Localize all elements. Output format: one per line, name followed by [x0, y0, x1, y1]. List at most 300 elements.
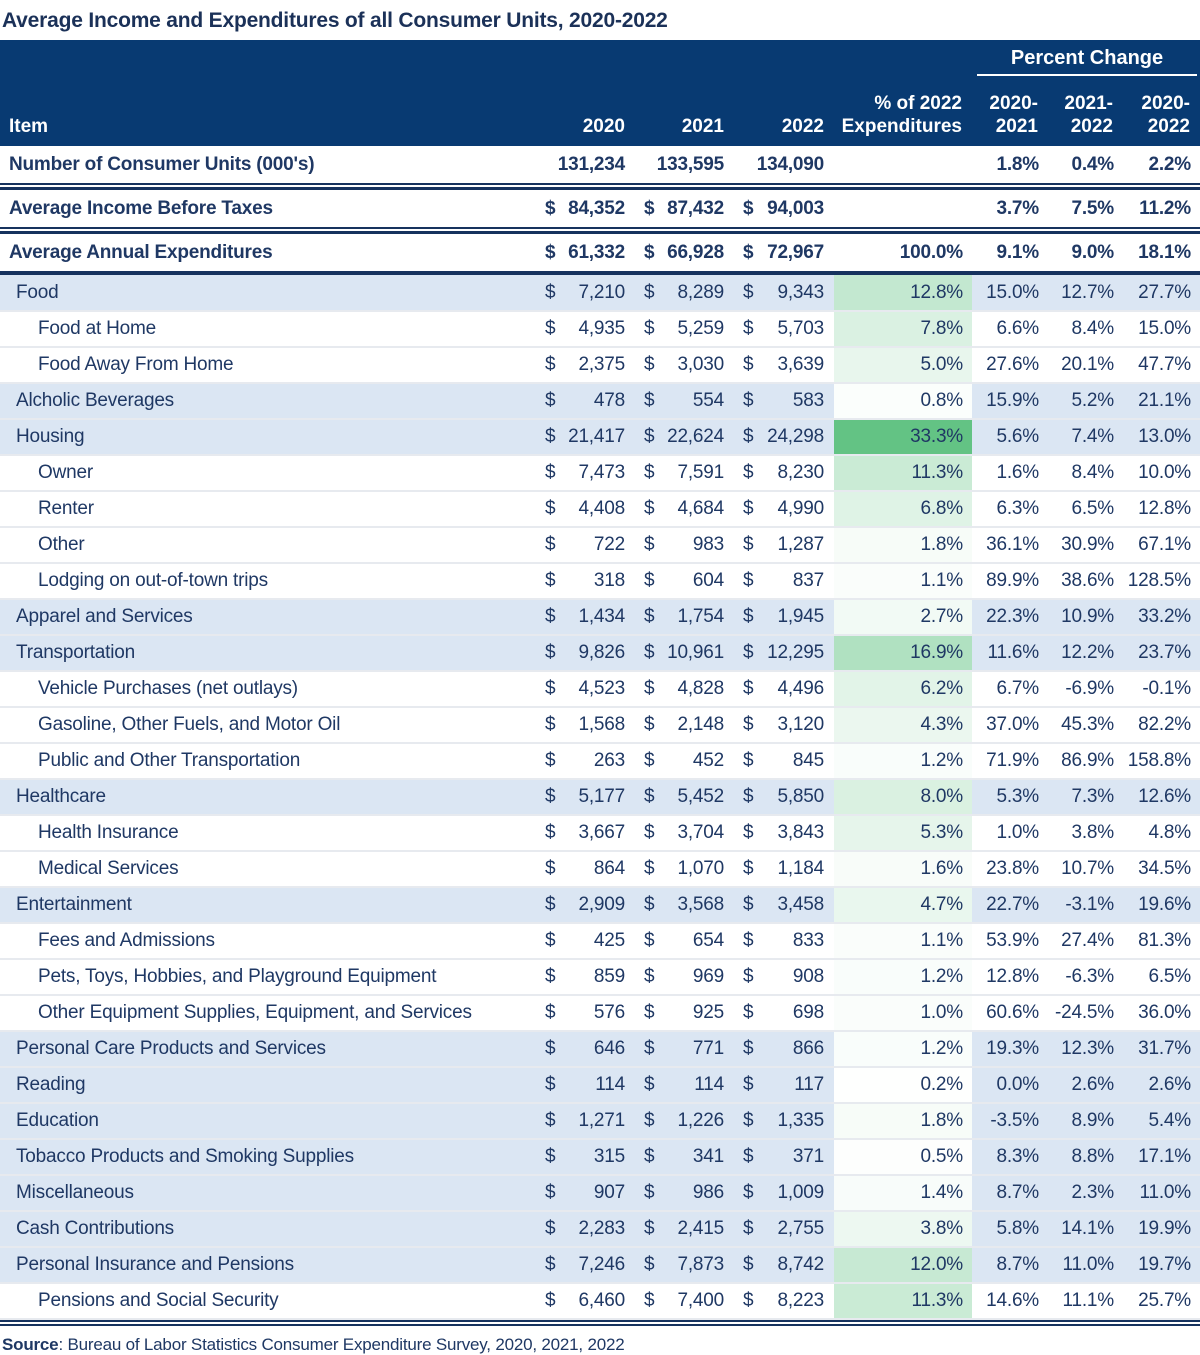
money-value: [734, 318, 834, 340]
amount: 859: [593, 966, 625, 987]
value-2020-cell: [536, 779, 635, 815]
amount: 8,230: [777, 462, 824, 483]
table-row: [0, 146, 1200, 183]
amount: 21,417: [568, 426, 625, 447]
column-header-change-2020-2021: 2020- 2021: [972, 76, 1048, 146]
item-cell: Food at Home: [0, 311, 536, 347]
change-2020-2021-cell: 22.7%: [972, 887, 1048, 923]
amount: 5,177: [578, 786, 625, 807]
column-header-pct-2022: % of 2022 Expenditures: [834, 76, 972, 146]
dollar-sign: $: [545, 1182, 556, 1203]
value-2021-cell: [635, 1175, 734, 1211]
amount: 604: [692, 570, 724, 591]
separator-line: [0, 183, 1200, 190]
money-value: [734, 606, 834, 628]
value-2020-cell: [536, 815, 635, 851]
column-header-2022: 2022: [734, 76, 834, 146]
money-value: [635, 930, 734, 952]
value-2022-cell: [734, 815, 834, 851]
money-value: [635, 1218, 734, 1240]
change-2020-2021-cell: 15.9%: [972, 383, 1048, 419]
money-value: [536, 822, 635, 844]
dollar-sign: $: [644, 1110, 655, 1131]
change-2020-2022-cell: 82.2%: [1123, 707, 1200, 743]
item-cell: Personal Care Products and Services: [0, 1031, 536, 1067]
money-value: [536, 1218, 635, 1240]
change-2020-2022-cell: 2.2%: [1123, 146, 1200, 183]
pct-of-2022-cell: 6.8%: [834, 491, 972, 527]
item-cell: Apparel and Services: [0, 599, 536, 635]
dollar-sign: $: [743, 1002, 754, 1023]
value-2021-cell: [635, 455, 734, 491]
dollar-sign: $: [545, 930, 556, 951]
table-row: [0, 887, 1200, 923]
change-2020-2021-cell: 6.7%: [972, 671, 1048, 707]
dollar-sign: $: [545, 642, 556, 663]
table-row: [0, 707, 1200, 743]
table-row: [0, 491, 1200, 527]
money-value: [536, 1074, 635, 1096]
dollar-sign: $: [644, 786, 655, 807]
pct-of-2022-cell: 1.1%: [834, 923, 972, 959]
value-2022-cell: [734, 311, 834, 347]
dollar-sign: $: [545, 281, 556, 303]
change-2020-2021-cell: 53.9%: [972, 923, 1048, 959]
table-row: [0, 527, 1200, 563]
amount: 4,408: [578, 498, 625, 519]
money-value: [635, 1002, 734, 1024]
dollar-sign: $: [743, 1146, 754, 1167]
money-value: [734, 822, 834, 844]
dollar-sign: $: [743, 241, 754, 263]
pct-of-2022-cell: 2.7%: [834, 599, 972, 635]
value-2022-cell: [734, 635, 834, 671]
dollar-sign: $: [644, 426, 655, 447]
amount: 117: [794, 1074, 824, 1095]
value-2020-cell: [536, 743, 635, 779]
money-value: [734, 1110, 834, 1132]
change-2020-2022-cell: -0.1%: [1123, 671, 1200, 707]
change-2021-2022-cell: -3.1%: [1048, 887, 1123, 923]
change-2020-2021-cell: 6.3%: [972, 491, 1048, 527]
value-2022-cell: [734, 190, 834, 227]
value-2021-cell: [635, 743, 734, 779]
value-2020-cell: [536, 455, 635, 491]
header-spacer: [0, 40, 972, 76]
table-row: [0, 923, 1200, 959]
value-2021-cell: [635, 1247, 734, 1283]
change-2020-2022-cell: 11.0%: [1123, 1175, 1200, 1211]
pct-of-2022-cell: 1.0%: [834, 995, 972, 1031]
amount: 837: [792, 570, 824, 591]
dollar-sign: $: [545, 1218, 556, 1239]
value-2022-cell: [734, 779, 834, 815]
change-2020-2021-cell: 37.0%: [972, 707, 1048, 743]
dollar-sign: $: [743, 1038, 754, 1059]
dollar-sign: $: [743, 1290, 754, 1311]
dollar-sign: $: [743, 390, 754, 411]
money-value: [635, 570, 734, 592]
amount: 866: [792, 1038, 824, 1059]
value-2020-cell: [536, 1139, 635, 1175]
change-2021-2022-cell: -6.3%: [1048, 959, 1123, 995]
value-2020-cell: [536, 491, 635, 527]
money-value: [536, 1110, 635, 1132]
table-row: [0, 419, 1200, 455]
dollar-sign: $: [545, 462, 556, 483]
value-2022-cell: [734, 234, 834, 271]
table-row: [0, 1031, 1200, 1067]
value-2021-cell: [635, 234, 734, 271]
dollar-sign: $: [743, 930, 754, 951]
pct-of-2022-cell: 1.2%: [834, 959, 972, 995]
item-cell: Public and Other Transportation: [0, 743, 536, 779]
dollar-sign: $: [545, 1038, 556, 1059]
pct-of-2022-cell: 5.3%: [834, 815, 972, 851]
change-2021-2022-cell: 30.9%: [1048, 527, 1123, 563]
dollar-sign: $: [545, 534, 556, 555]
value-2020-cell: [536, 234, 635, 271]
dollar-sign: $: [743, 534, 754, 555]
dollar-sign: $: [545, 1290, 556, 1311]
dollar-sign: $: [644, 606, 655, 627]
value-2022-cell: [734, 1031, 834, 1067]
value-2020-cell: [536, 383, 635, 419]
change-2020-2022-cell: 27.7%: [1123, 275, 1200, 311]
change-2021-2022-cell: 7.4%: [1048, 419, 1123, 455]
dollar-sign: $: [743, 858, 754, 879]
amount: 1,287: [777, 534, 824, 555]
change-2021-2022-cell: 12.2%: [1048, 635, 1123, 671]
money-value: [536, 426, 635, 448]
item-cell: Vehicle Purchases (net outlays): [0, 671, 536, 707]
change-2020-2022-cell: 67.1%: [1123, 527, 1200, 563]
table-row: [0, 1247, 1200, 1283]
change-2021-2022-cell: 7.5%: [1048, 190, 1123, 227]
change-2021-2022-cell: 7.3%: [1048, 779, 1123, 815]
change-2020-2021-cell: 36.1%: [972, 527, 1048, 563]
value-2022-cell: [734, 347, 834, 383]
money-value: [734, 1218, 834, 1240]
value-2020-cell: [536, 1067, 635, 1103]
item-cell: Housing: [0, 419, 536, 455]
money-value: [536, 198, 635, 220]
dollar-sign: $: [545, 966, 556, 987]
value-2022-cell: [734, 419, 834, 455]
item-cell: Medical Services: [0, 851, 536, 887]
value-2020-cell: [536, 923, 635, 959]
value-2020-cell: [536, 275, 635, 311]
amount: 3,639: [777, 354, 824, 375]
money-value: [635, 642, 734, 664]
money-value: [536, 606, 635, 628]
page: [0, 9, 1200, 1355]
pct-of-2022-cell: 33.3%: [834, 419, 972, 455]
money-value: [734, 858, 834, 880]
change-2020-2021-cell: 23.8%: [972, 851, 1048, 887]
value-2022-cell: [734, 1247, 834, 1283]
value-2020-cell: [536, 635, 635, 671]
amount: 134,090: [756, 153, 824, 175]
money-value: [635, 462, 734, 484]
amount: 2,755: [777, 1218, 824, 1239]
amount: 131,234: [557, 153, 625, 175]
amount: 8,742: [777, 1254, 824, 1275]
change-2020-2022-cell: 6.5%: [1123, 959, 1200, 995]
money-value: [734, 198, 834, 220]
amount: 72,967: [767, 241, 824, 263]
money-value: [635, 894, 734, 916]
dollar-sign: $: [644, 1254, 655, 1275]
money-value: [734, 894, 834, 916]
value-2022-cell: [734, 923, 834, 959]
amount: 371: [792, 1146, 824, 1167]
money-value: [734, 642, 834, 664]
table-row: [0, 234, 1200, 271]
amount: 3,030: [677, 354, 724, 375]
dollar-sign: $: [545, 606, 556, 627]
change-2020-2022-cell: 2.6%: [1123, 1067, 1200, 1103]
value-2021-cell: [635, 563, 734, 599]
amount: 646: [593, 1038, 625, 1059]
money-value: [734, 242, 834, 264]
amount: 1,226: [677, 1110, 724, 1131]
change-2020-2022-cell: 19.6%: [1123, 887, 1200, 923]
change-2020-2021-cell: -3.5%: [972, 1103, 1048, 1139]
value-2022-cell: [734, 959, 834, 995]
amount: 5,452: [677, 786, 724, 807]
amount: 7,246: [578, 1254, 625, 1275]
value-2020-cell: [536, 1103, 635, 1139]
change-2020-2021-cell: 12.8%: [972, 959, 1048, 995]
amount: 986: [692, 1182, 724, 1203]
money-value: [635, 318, 734, 340]
value-2021-cell: [635, 815, 734, 851]
value-2021-cell: [635, 1211, 734, 1247]
value-2022-cell: [734, 851, 834, 887]
item-cell: Average Annual Expenditures: [0, 234, 536, 271]
dollar-sign: $: [644, 858, 655, 879]
table-row: [0, 779, 1200, 815]
item-cell: Average Income Before Taxes: [0, 190, 536, 227]
item-cell: Gasoline, Other Fuels, and Motor Oil: [0, 707, 536, 743]
money-value: [635, 1290, 734, 1312]
table-row: [0, 455, 1200, 491]
money-value: [734, 426, 834, 448]
value-2021-cell: [635, 383, 734, 419]
money-value: [536, 642, 635, 664]
money-value: [536, 786, 635, 808]
dollar-sign: $: [644, 642, 655, 663]
money-value: [734, 282, 834, 304]
dollar-sign: $: [644, 241, 655, 263]
amount: 2,909: [578, 894, 625, 915]
separator-line: [0, 227, 1200, 234]
amount: 263: [593, 750, 625, 771]
table-row: [0, 563, 1200, 599]
dollar-sign: $: [545, 678, 556, 699]
pct-of-2022-cell: 0.2%: [834, 1067, 972, 1103]
percent-change-header: [972, 40, 1200, 76]
amount: 9,826: [578, 642, 625, 663]
money-value: [734, 534, 834, 556]
change-2020-2021-cell: 15.0%: [972, 275, 1048, 311]
value-2020-cell: [536, 347, 635, 383]
dollar-sign: $: [644, 1074, 655, 1095]
amount: 969: [692, 966, 724, 987]
dollar-sign: $: [743, 426, 754, 447]
change-2020-2022-cell: 5.4%: [1123, 1103, 1200, 1139]
value-2020-cell: [536, 851, 635, 887]
amount: 22,624: [667, 426, 724, 447]
value-2021-cell: [635, 1283, 734, 1319]
pct-of-2022-cell: 11.3%: [834, 455, 972, 491]
amount: 7,591: [677, 462, 724, 483]
change-2020-2021-cell: 1.0%: [972, 815, 1048, 851]
amount: 5,259: [677, 318, 724, 339]
amount: 1,070: [677, 858, 724, 879]
change-2021-2022-cell: 8.4%: [1048, 311, 1123, 347]
amount: 478: [593, 390, 625, 411]
amount: 7,873: [677, 1254, 724, 1275]
value-2020-cell: [536, 527, 635, 563]
dollar-sign: $: [743, 822, 754, 843]
dollar-sign: $: [545, 714, 556, 735]
value-2021-cell: [635, 1103, 734, 1139]
table-row: [0, 851, 1200, 887]
dollar-sign: $: [545, 390, 556, 411]
amount: 10,961: [667, 642, 724, 663]
change-2020-2022-cell: 23.7%: [1123, 635, 1200, 671]
value-2021-cell: [635, 923, 734, 959]
pct-of-2022-cell: 0.8%: [834, 383, 972, 419]
change-2020-2022-cell: 12.8%: [1123, 491, 1200, 527]
item-cell: Food: [0, 275, 536, 311]
money-value: [536, 318, 635, 340]
table-row: [0, 959, 1200, 995]
amount: 114: [595, 1074, 625, 1095]
amount: 3,667: [578, 822, 625, 843]
amount: 94,003: [767, 197, 824, 219]
money-value: [734, 930, 834, 952]
change-2020-2022-cell: 158.8%: [1123, 743, 1200, 779]
item-cell: Entertainment: [0, 887, 536, 923]
double-rule: [0, 1319, 1200, 1326]
change-2020-2022-cell: 47.7%: [1123, 347, 1200, 383]
dollar-sign: $: [743, 197, 754, 219]
amount: 133,595: [656, 153, 724, 175]
value-2021-cell: [635, 419, 734, 455]
change-2020-2022-cell: 31.7%: [1123, 1031, 1200, 1067]
change-2020-2022-cell: 12.6%: [1123, 779, 1200, 815]
amount: 907: [593, 1182, 625, 1203]
amount: 7,210: [578, 281, 625, 303]
money-value: [635, 966, 734, 988]
change-2021-2022-cell: 3.8%: [1048, 815, 1123, 851]
change-2020-2021-cell: 8.7%: [972, 1247, 1048, 1283]
dollar-sign: $: [545, 858, 556, 879]
change-2020-2022-cell: 18.1%: [1123, 234, 1200, 271]
dollar-sign: $: [743, 281, 754, 303]
dollar-sign: $: [545, 318, 556, 339]
value-2022-cell: [734, 1067, 834, 1103]
change-2020-2022-cell: 128.5%: [1123, 563, 1200, 599]
money-value: [635, 282, 734, 304]
dollar-sign: $: [545, 241, 556, 263]
value-2022-cell: [734, 1211, 834, 1247]
money-value: [536, 354, 635, 376]
change-2021-2022-cell: 2.6%: [1048, 1067, 1123, 1103]
change-2020-2021-cell: 8.7%: [972, 1175, 1048, 1211]
dollar-sign: $: [743, 894, 754, 915]
change-2021-2022-cell: 8.9%: [1048, 1103, 1123, 1139]
amount: 722: [593, 534, 625, 555]
money-value: [635, 1110, 734, 1132]
money-value: [635, 426, 734, 448]
change-2020-2022-cell: 25.7%: [1123, 1283, 1200, 1319]
value-2022-cell: [734, 1139, 834, 1175]
item-cell: Pensions and Social Security: [0, 1283, 536, 1319]
amount: 583: [792, 390, 824, 411]
table-row: [0, 1283, 1200, 1319]
item-cell: Cash Contributions: [0, 1211, 536, 1247]
change-2020-2022-cell: 15.0%: [1123, 311, 1200, 347]
change-2020-2021-cell: 0.0%: [972, 1067, 1048, 1103]
dollar-sign: $: [644, 894, 655, 915]
amount: 1,009: [777, 1182, 824, 1203]
value-2022-cell: [734, 1283, 834, 1319]
value-2020-cell: [536, 995, 635, 1031]
change-2020-2022-cell: 13.0%: [1123, 419, 1200, 455]
amount: 4,496: [777, 678, 824, 699]
money-value: [536, 930, 635, 952]
change-2020-2022-cell: 4.8%: [1123, 815, 1200, 851]
value-2022-cell: [734, 707, 834, 743]
money-value: [635, 858, 734, 880]
dollar-sign: $: [644, 318, 655, 339]
dollar-sign: $: [545, 570, 556, 591]
amount: 845: [792, 750, 824, 771]
pct-of-2022-cell: 6.2%: [834, 671, 972, 707]
money-value: [734, 1038, 834, 1060]
change-2021-2022-cell: 8.8%: [1048, 1139, 1123, 1175]
amount: 3,120: [777, 714, 824, 735]
amount: 341: [692, 1146, 724, 1167]
dollar-sign: $: [743, 1182, 754, 1203]
change-2021-2022-cell: 38.6%: [1048, 563, 1123, 599]
money-value: [635, 750, 734, 772]
dollar-sign: $: [644, 570, 655, 591]
dollar-sign: $: [644, 197, 655, 219]
value-2020-cell: [536, 599, 635, 635]
money-value: [635, 786, 734, 808]
value-2021-cell: [635, 146, 734, 183]
change-2020-2022-cell: 11.2%: [1123, 190, 1200, 227]
amount: 864: [593, 858, 625, 879]
dollar-sign: $: [743, 354, 754, 375]
value-2020-cell: [536, 419, 635, 455]
item-cell: Renter: [0, 491, 536, 527]
pct-of-2022-cell: [834, 146, 972, 183]
money-value: [536, 966, 635, 988]
money-value: [734, 1074, 834, 1096]
amount: 698: [792, 1002, 824, 1023]
pct-of-2022-cell: 4.7%: [834, 887, 972, 923]
change-2020-2021-cell: 1.6%: [972, 455, 1048, 491]
amount: 654: [692, 930, 724, 951]
dollar-sign: $: [644, 678, 655, 699]
money-value: [635, 534, 734, 556]
